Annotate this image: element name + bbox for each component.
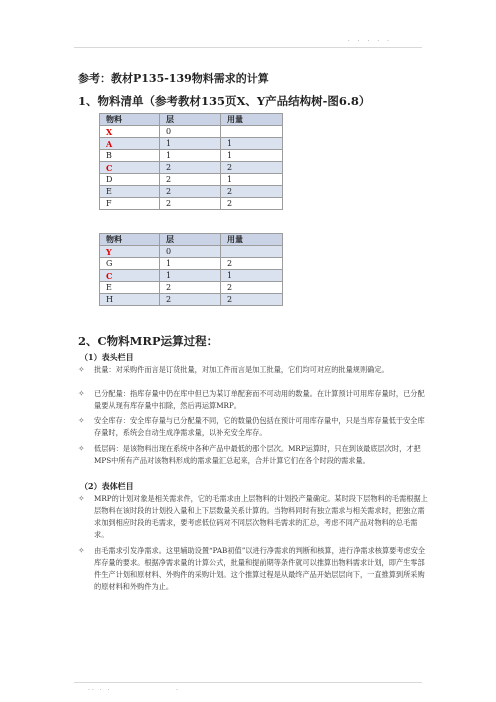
- table-cell: 2: [221, 282, 283, 294]
- list-item: [78, 388, 428, 412]
- table-cell: C: [100, 162, 160, 174]
- table-cell: 2: [221, 186, 283, 198]
- table-cell: F: [100, 198, 160, 210]
- table-row: [100, 150, 283, 162]
- table-cell: 1: [160, 270, 221, 282]
- list-item: [78, 545, 428, 593]
- bom-table-y: [99, 233, 283, 306]
- column-header: 层: [160, 114, 221, 126]
- table-cell: H: [100, 294, 160, 306]
- table-row: [100, 126, 283, 138]
- table-cell: 2: [221, 294, 283, 306]
- table-cell: 1: [221, 174, 283, 186]
- table-row: [100, 138, 283, 150]
- table-row: [100, 282, 283, 294]
- list-item-text: 安全库存：安全库存量与已分配量不同，它的数量仍包括在预计可用库存量中，只是当库存量低于安全库存量时，系统会自动生成净需求量，以补充安全库存。: [94, 416, 425, 437]
- section2-heading: 2、C物料MRP运算过程：: [78, 334, 219, 348]
- table-cell: 1: [221, 270, 283, 282]
- table-row: [100, 174, 283, 186]
- table-cell: 2: [221, 198, 283, 210]
- table-cell: X: [100, 126, 160, 138]
- table-cell: B: [100, 150, 160, 162]
- table-cell: E: [100, 186, 160, 198]
- table-cell: G: [100, 258, 160, 270]
- table-cell: 2: [160, 174, 221, 186]
- list-item-text: MRP的计划对象是相关需求件，它的毛需求由上层物料的计划投产量确定。某时段下层物料的毛需根据上层物料在该时段的计划投入量和上下层数量关系计算的。当物料同时有独立需求与相关需求时，把独立需求加到相应时段的毛需求，要考虑低位码对不同层次物料毛需求的汇总，考虑不同产品对物料的总毛需求。: [94, 494, 428, 539]
- column-header: 物料: [100, 114, 160, 126]
- table-row: [100, 162, 283, 174]
- table-cell: 0: [160, 246, 221, 258]
- subheading-header-fields: （1）表头栏目: [80, 352, 134, 362]
- table-cell: C: [100, 270, 160, 282]
- footer-rule: [74, 682, 422, 683]
- table-cell: 2: [160, 294, 221, 306]
- table-row: [100, 186, 283, 198]
- list-item: [78, 493, 428, 541]
- diamond-bullet-icon: ✧: [78, 494, 85, 503]
- list-item: [78, 443, 428, 467]
- subheading-body-fields: （2）表体栏目: [80, 481, 134, 491]
- table-cell: 2: [160, 186, 221, 198]
- table-row: [100, 198, 283, 210]
- diamond-bullet-icon: ✧: [78, 365, 85, 374]
- table-cell: 2: [160, 198, 221, 210]
- table-cell: [221, 246, 283, 258]
- list-item-text: 低层码：是该物料出现在系统中各种产品中最低的那个层次。MRP运算时，只在到该最底层次时，才把MPS中所有产品对该物料形成的需求量汇总起来，合并计算它们在各个时段的需求量。: [94, 444, 421, 465]
- column-header: 物料: [100, 234, 160, 246]
- list-item: [78, 364, 428, 376]
- table-header-row: [100, 114, 283, 126]
- section1-heading: 1、物料清单（参考教材135页X、Y产品结构树-图6.8）: [78, 94, 371, 108]
- page-title: 参考：教材P135-139物料需求的计算: [78, 72, 269, 85]
- table-cell: 2: [160, 162, 221, 174]
- table-cell: 2: [221, 162, 283, 174]
- header-rule: [74, 47, 422, 48]
- table-cell: 1: [221, 150, 283, 162]
- table-cell: 1: [221, 138, 283, 150]
- bom-table-x: [99, 113, 283, 210]
- table-cell: D: [100, 174, 160, 186]
- table-cell: 1: [160, 258, 221, 270]
- table-cell: 2: [160, 282, 221, 294]
- footer-decoration: .: [176, 685, 178, 692]
- table-row: [100, 246, 283, 258]
- table-cell: [221, 126, 283, 138]
- diamond-bullet-icon: ✧: [78, 389, 85, 398]
- list-item-text: 批量：对采购件而言是订货批量，对加工件而言是加工批量，它们均可对应的批量规则确定。: [94, 365, 389, 374]
- diamond-bullet-icon: ✧: [78, 444, 85, 453]
- table-cell: Y: [100, 246, 160, 258]
- column-header: 层: [160, 234, 221, 246]
- header-decoration: . . . . .: [347, 36, 392, 43]
- column-header: 用量: [221, 114, 283, 126]
- table-row: [100, 270, 283, 282]
- table-cell: A: [100, 138, 160, 150]
- table-header-row: [100, 234, 283, 246]
- diamond-bullet-icon: ✧: [78, 416, 85, 425]
- diamond-bullet-icon: ✧: [78, 546, 85, 555]
- column-header: 用量: [221, 234, 283, 246]
- footer-decoration: .. . .: [88, 685, 112, 692]
- table-cell: E: [100, 282, 160, 294]
- table-cell: 1: [160, 150, 221, 162]
- table-cell: 2: [221, 258, 283, 270]
- table-row: [100, 294, 283, 306]
- table-cell: 1: [160, 138, 221, 150]
- table-cell: 0: [160, 126, 221, 138]
- list-item: [78, 415, 428, 439]
- list-item-text: 由毛需求引发净需求。这里辅助设置“PAB初值”以进行净需求的判断和核算，进行净需求核算要考虑安全库存量的要求。根据净需求量的计算公式，批量和提前期等条件就可以推算出物料需求计划，即产生零部件生产计划和原材料、外购件的采购计划。这个推算过程是从最终产品开始层层向下，一直推算到所采购的原材料和外购件为止。: [94, 546, 426, 591]
- table-row: [100, 258, 283, 270]
- list-item-text: 已分配量：指库存量中仍在库中但已为某订单配套而不可动用的数量。在计算预计可用库存量时，已分配量要从现有库存量中扣除，然后再运算MRP。: [94, 389, 425, 410]
